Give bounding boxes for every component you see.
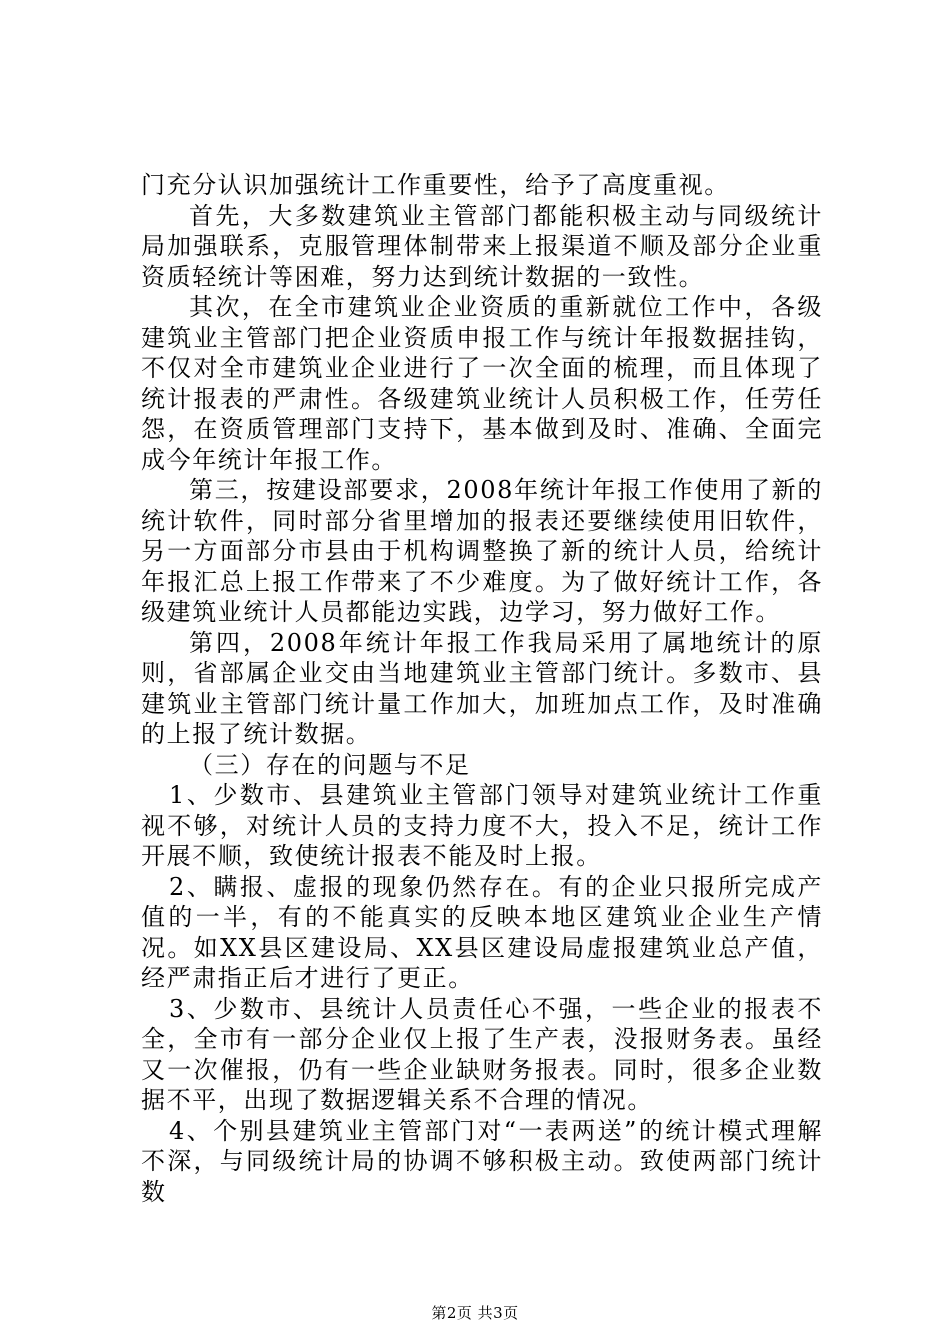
paragraph-second-point: 其次，在全市建筑业企业资质的重新就位工作中，各级建筑业主管部门把企业资质申报工作与统计年报数据挂钩，不仅对全市建筑业企业进行了一次全面的梳理，而且体现了统计报表的严肃性。各级建筑业统计人员积极工作，任劳任怨，在资质管理部门支持下，基本做到及时、准确、全面完成今年统计年报工作。 (141, 293, 823, 474)
document-body (141, 170, 823, 1207)
problem-item-2: 2、瞒报、虚报的现象仍然存在。有的企业只报所完成产值的一半，有的不能真实的反映本地区建筑业企业生产情况。如XX县区建设局、XX县区建设局虚报建筑业总产值，经严肃指正后才进行了更正。 (141, 872, 823, 992)
paragraph-continuation: 门充分认识加强统计工作重要性，给予了高度重视。 (141, 171, 730, 199)
problem-item-3: 3、少数市、县统计人员责任心不强，一些企业的报表不全，全市有一部分企业仅上报了生产表，没报财务表。虽经又一次催报，仍有一些企业缺财务报表。同时，很多企业数据不平，出现了数据逻辑关系不合理的情况。 (141, 994, 823, 1114)
problem-item-1: 1、少数市、县建筑业主管部门领导对建筑业统计工作重视不够，对统计人员的支持力度不大，投入不足，统计工作开展不顺，致使统计报表不能及时上报。 (141, 781, 823, 870)
paragraph-first-point: 首先，大多数建筑业主管部门都能积极主动与同级统计局加强联系，克服管理体制带来上报渠道不顺及部分企业重资质轻统计等困难，努力达到统计数据的一致性。 (141, 201, 823, 291)
problem-item-4: 4、个别县建筑业主管部门对“一表两送”的统计模式理解不深，与同级统计局的协调不够积极主动。致使两部门统计数 (141, 1116, 823, 1206)
page-footer: 第2页 共3页 (431, 1304, 519, 1322)
section-heading-problems: （三）存在的问题与不足 (189, 750, 471, 779)
paragraph-third-point: 第三，按建设部要求，2008年统计年报工作使用了新的统计软件，同时部分省里增加的报表还要继续使用旧软件，另一方面部分市县由于机构调整换了新的统计人员，给统计年报汇总上报工作带来了不少难度。为了做好统计工作，各级建筑业统计人员都能边实践，边学习，努力做好工作。 (141, 476, 823, 626)
paragraph-fourth-point: 第四，2008年统计年报工作我局采用了属地统计的原则，省部属企业交由当地建筑业主管部门统计。多数市、县建筑业主管部门统计量工作加大，加班加点工作，及时准确的上报了统计数据。 (141, 628, 823, 748)
